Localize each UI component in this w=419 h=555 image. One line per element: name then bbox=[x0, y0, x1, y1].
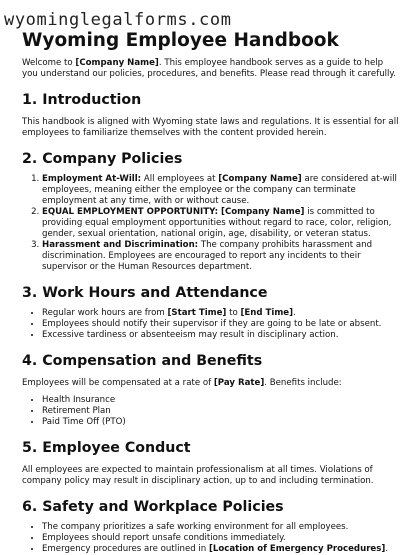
safety-item bbox=[42, 544, 400, 555]
work-hours-text: to bbox=[226, 308, 241, 318]
emergency-location-placeholder: [Location of Emergency Procedures] bbox=[208, 544, 386, 554]
document-body bbox=[22, 58, 400, 555]
policy-item-title: Employment At-Will: bbox=[42, 174, 142, 184]
intro-text-post: . This employee handbook serves as a guide to help you understand our policies, procedures, and benefits. Please read through it carefully. bbox=[22, 58, 397, 79]
section-heading-employee-conduct: 5. Employee Conduct bbox=[22, 440, 191, 456]
policy-item-text: is committed to providing equal employment opportunities without regard to race, color, religion, gender, sexual orientation, national origin, age, disability, or veteran status. bbox=[42, 207, 392, 239]
end-time-placeholder: [End Time] bbox=[240, 308, 294, 318]
safety-item: • The company prioritizes a safe working environment for all employees. bbox=[42, 522, 400, 533]
policy-item-title: EQUAL EMPLOYMENT OPPORTUNITY: [Company Name] bbox=[42, 207, 305, 217]
section-heading-work-hours: 3. Work Hours and Attendance bbox=[22, 285, 268, 301]
policy-item bbox=[42, 174, 400, 207]
compensation-text: Employees will be compensated at a rate of bbox=[22, 378, 214, 388]
policy-item-text: are considered at-will employees, meaning either the employee or the company can terminate employment at any time, with or without cause. bbox=[42, 174, 397, 206]
policy-item-text: The company prohibits harassment and discrimination. Employees are encouraged to report any incidents to their supervisor or the Human Resources department. bbox=[42, 240, 373, 272]
document-title: Wyoming Employee Handbook bbox=[22, 30, 339, 51]
section-heading-compensation: 4. Compensation and Benefits bbox=[22, 353, 263, 369]
compensation-text: . Benefits include: bbox=[264, 378, 342, 388]
intro-paragraph bbox=[22, 58, 400, 80]
section-heading-company-policies: 2. Company Policies bbox=[22, 151, 183, 167]
pay-rate-placeholder: [Pay Rate] bbox=[213, 378, 265, 388]
start-time-placeholder: [Start Time] bbox=[167, 308, 227, 318]
work-hours-text: Regular work hours are from bbox=[42, 308, 168, 318]
section-heading-safety: 6. Safety and Workplace Policies bbox=[22, 499, 284, 515]
safety-text: . bbox=[385, 544, 389, 554]
policy-item-title: Harassment and Discrimination: bbox=[42, 240, 199, 250]
employee-conduct-paragraph: All employees are expected to maintain professionalism at all times. Violations of company policy may result in disciplinary action, up to and including termination. bbox=[22, 465, 374, 486]
safety-item: • Employees should report unsafe conditions immediately. bbox=[42, 533, 400, 544]
compensation-paragraph bbox=[22, 378, 400, 389]
work-hours-item: • Excessive tardiness or absenteeism may result in disciplinary action. bbox=[42, 330, 400, 341]
policy-item bbox=[42, 207, 400, 240]
benefits-list bbox=[22, 395, 400, 428]
company-policies-list bbox=[22, 174, 400, 273]
safety-list bbox=[22, 522, 400, 555]
policy-item-text: All employees at bbox=[141, 174, 219, 184]
company-name-placeholder: [Company Name] bbox=[75, 58, 159, 68]
benefit-item: • Health Insurance bbox=[42, 395, 400, 406]
work-hours-list bbox=[22, 308, 400, 341]
benefit-item: • Paid Time Off (PTO) bbox=[42, 417, 400, 428]
benefit-item: • Retirement Plan bbox=[42, 406, 400, 417]
company-name-placeholder: [Company Name] bbox=[218, 174, 302, 184]
intro-text-pre: Welcome to bbox=[22, 58, 76, 68]
work-hours-item bbox=[42, 308, 400, 319]
site-watermark: wyominglegalforms.com bbox=[4, 10, 232, 30]
safety-text: Emergency procedures are outlined in bbox=[42, 544, 209, 554]
introduction-paragraph: This handbook is aligned with Wyoming state laws and regulations. It is essential for all employees to familiarize themselves with the content provided herein. bbox=[22, 117, 399, 138]
section-heading-introduction: 1. Introduction bbox=[22, 92, 142, 108]
work-hours-text: . bbox=[293, 308, 296, 318]
policy-item bbox=[42, 240, 400, 273]
work-hours-item: • Employees should notify their supervisor if they are going to be late or absent. bbox=[42, 319, 400, 330]
